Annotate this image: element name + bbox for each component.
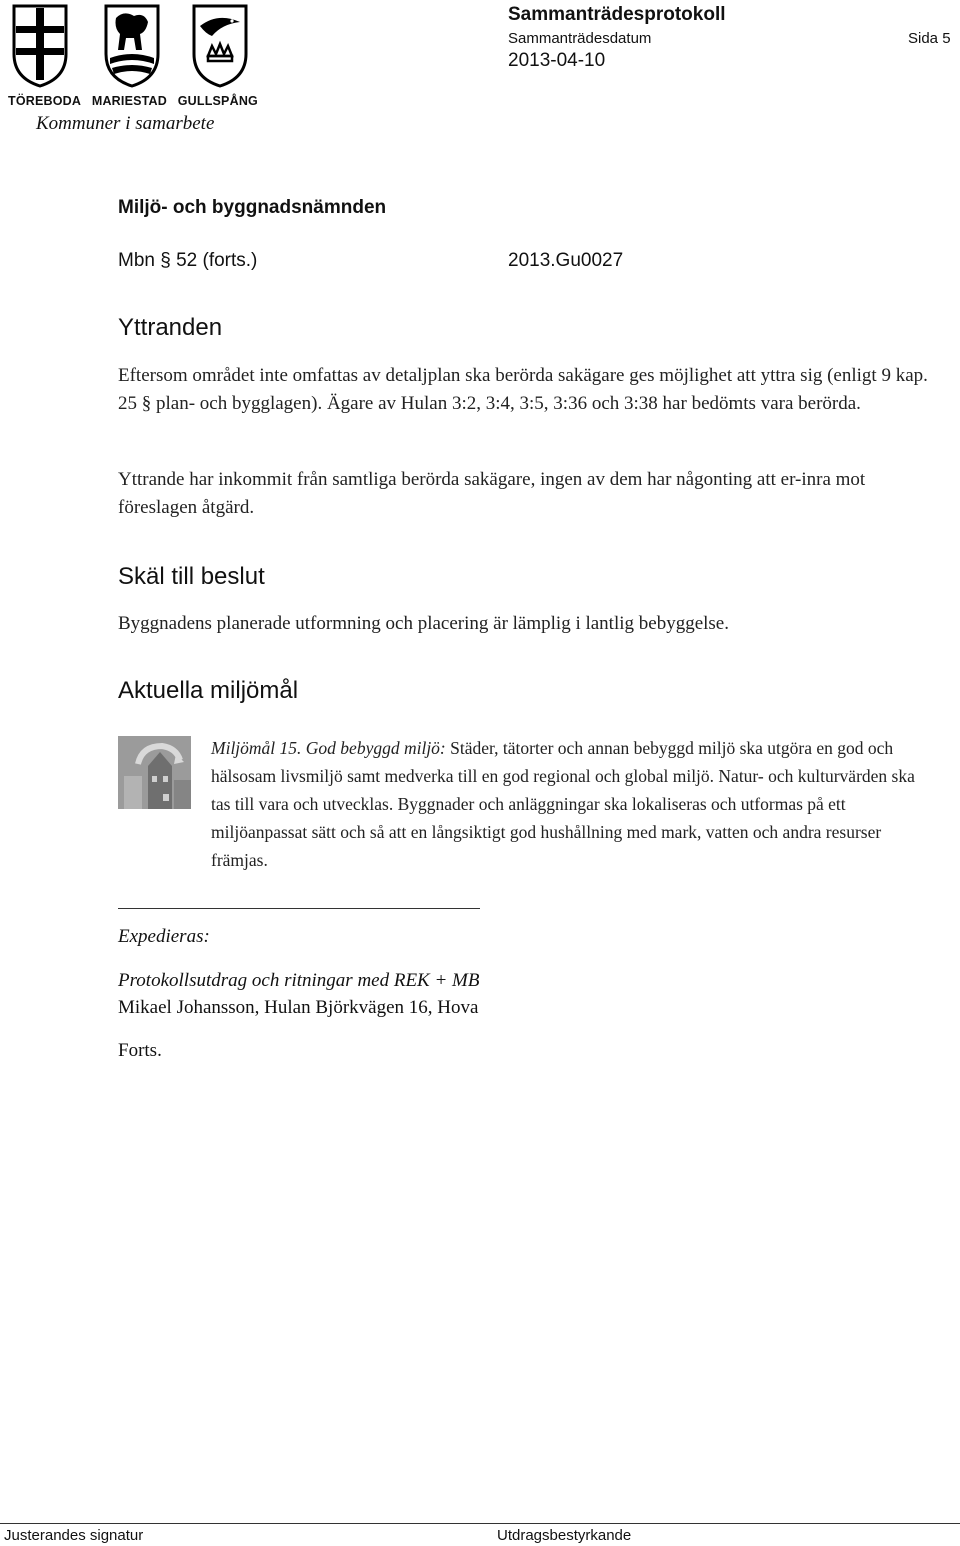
meeting-date-label: Sammanträdesdatum: [508, 30, 652, 47]
heading-aktuella-miljomal: Aktuella miljömål: [118, 677, 299, 704]
goal-description: Städer, tätorter och annan bebyggd miljö ska utgöra en god och hälsosam livsmiljö samt medverka till en god regional och global miljö. Natur- och kulturvärden ska tas till vara och utvecklas. Byggnader och anläggningar ska lokaliseras och utformas på ett miljöanpassat sätt och så att en långsiktigt god hushållning med mark, vatten och andra resurser främjas.: [211, 738, 915, 870]
goal-title: Miljömål 15. God bebyggd miljö:: [211, 738, 446, 758]
board-name: Miljö- och byggnadsnämnden: [118, 197, 387, 218]
gullspang-shield-icon: [192, 4, 248, 88]
muni-name-mariestad: MARIESTAD: [91, 94, 168, 108]
muni-name-toreboda: TÖREBODA: [8, 94, 82, 108]
heading-skal-till-beslut: Skäl till beslut: [118, 563, 265, 590]
toreboda-shield-icon: [12, 4, 68, 88]
page-number: Sida 5: [908, 30, 951, 47]
environmental-goal-icon: [118, 736, 191, 809]
municipality-logos: [8, 4, 258, 134]
environmental-goal-text: [211, 734, 931, 874]
expedieras-label: Expedieras:: [118, 926, 210, 947]
mariestad-shield-icon: [104, 4, 160, 88]
divider: [118, 908, 480, 909]
expedieras-line-1: Protokollsutdrag och ritningar med REK + MB: [118, 970, 480, 991]
meeting-date: 2013-04-10: [508, 50, 606, 71]
tagline: Kommuner i samarbete: [36, 113, 215, 134]
document-title: Sammanträdesprotokoll: [508, 4, 726, 25]
skal-paragraph: Byggnadens planerade utformning och placering är lämplig i lantlig bebyggelse.: [118, 613, 729, 634]
footer-signature-label: Justerandes signatur: [4, 1527, 144, 1544]
case-number: 2013.Gu0027: [508, 250, 624, 271]
paragraph-reference: Mbn § 52 (forts.): [118, 250, 258, 271]
heading-yttranden: Yttranden: [118, 314, 223, 341]
expedieras-line-2: Mikael Johansson, Hulan Björkvägen 16, Hova: [118, 997, 479, 1018]
yttranden-paragraph-1: Eftersom området inte omfattas av detaljplan ska berörda sakägare ges möjlighet att yttra sig (enligt 9 kap. 25 § plan- och bygglagen). Ägare av Hulan 3:2, 3:4, 3:5, 3:36 och 3:38 har bedömts vara berörda.: [118, 365, 928, 414]
muni-name-gullspang: GULLSPÅNG: [177, 94, 258, 108]
yttranden-paragraph-2: Yttrande har inkommit från samtliga berörda sakägare, ingen av dem har någonting att er-inra mot föreslagen åtgärd.: [118, 469, 866, 518]
footer-certification-label: Utdragsbestyrkande: [497, 1527, 632, 1544]
continued-note: Forts.: [118, 1040, 162, 1061]
footer-divider: [0, 1523, 960, 1524]
